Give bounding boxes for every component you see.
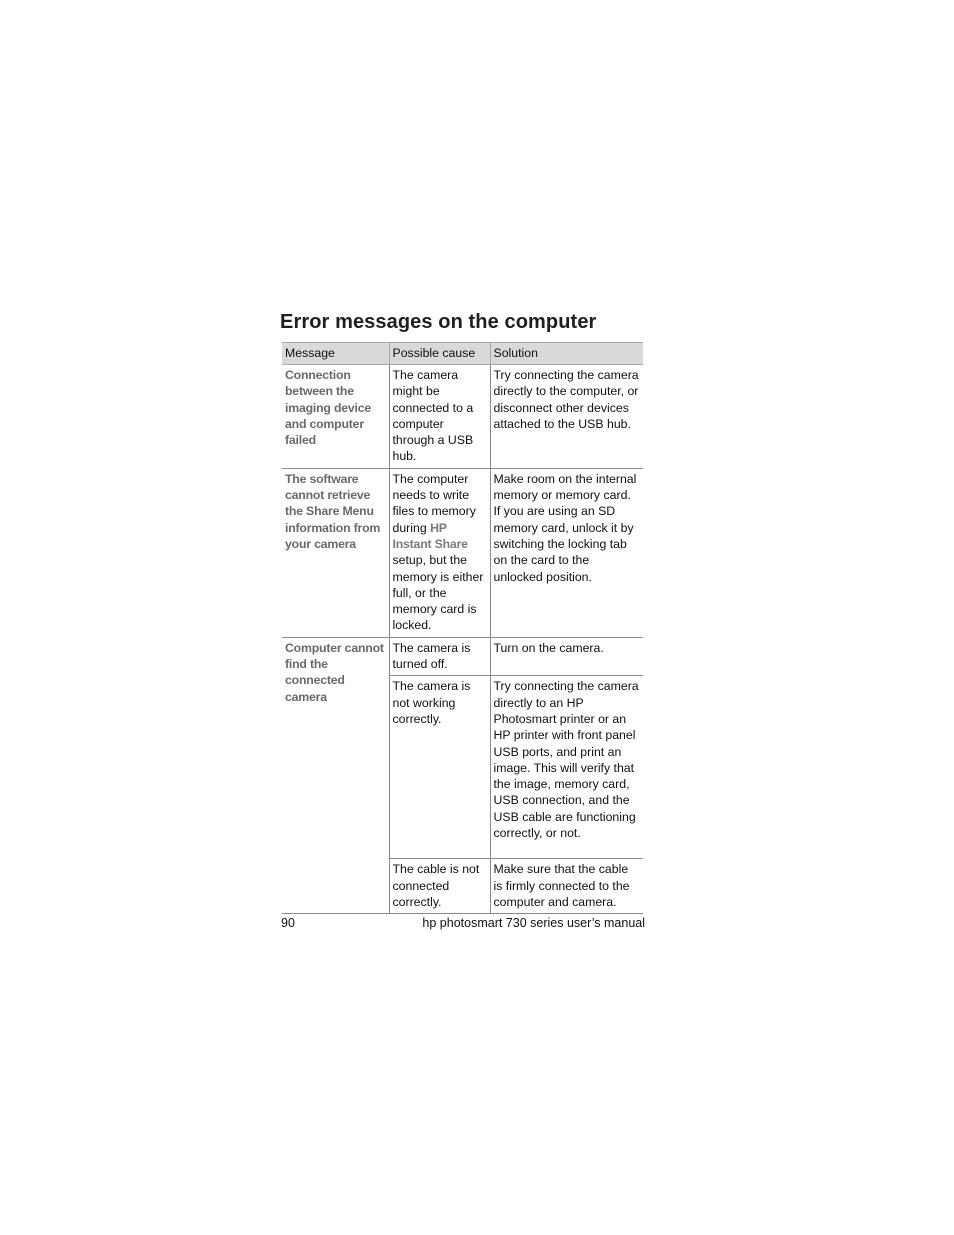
cause-text: setup, but the memory is either full, or the memory card is locked. [392, 553, 484, 633]
solution-cell: Try connecting the camera directly to an HP Photosmart printer or an HP printer with front panel USB ports, and print an image. This will verify that the image, memory card, USB connection, and the USB cable are functioning correctly, or not. [490, 676, 643, 859]
cause-cell: The camera is turned off. [389, 637, 490, 676]
hp-instant-share-link[interactable]: HP Instant Share [392, 520, 468, 551]
page-number: 90 [281, 916, 295, 930]
header-message: Message [282, 343, 389, 365]
table-header-row [282, 343, 643, 365]
message-cell: Connection between the imaging device and computer failed [282, 365, 389, 469]
page-title: Error messages on the computer [280, 311, 597, 333]
manual-title: hp photosmart 730 series user’s manual [422, 916, 645, 930]
table-row [282, 365, 643, 469]
table-row [282, 637, 643, 676]
cause-cell: The cable is not connected correctly. [389, 859, 490, 914]
message-cell: The software cannot retrieve the Share Menu information from your camera [282, 468, 389, 637]
solution-cell: Try connecting the camera directly to the computer, or disconnect other devices attached to the USB hub. [490, 365, 643, 469]
solution-cell: Make sure that the cable is firmly connected to the computer and camera. [490, 859, 643, 914]
cause-cell: The camera is not working correctly. [389, 676, 490, 859]
cause-cell [389, 468, 490, 637]
table-row [282, 468, 643, 637]
solution-cell: Make room on the internal memory or memory card. If you are using an SD memory card, unlock it by switching the locking tab on the card to the unlocked position. [490, 468, 643, 637]
header-possible-cause: Possible cause [389, 343, 490, 365]
header-solution: Solution [490, 343, 643, 365]
cause-cell: The camera might be connected to a computer through a USB hub. [389, 365, 490, 469]
solution-cell: Turn on the camera. [490, 637, 643, 676]
message-cell: Computer cannot find the connected camera [282, 637, 389, 913]
cause-text: The computer needs to write files to memory during [392, 471, 476, 535]
error-messages-table [282, 342, 643, 914]
